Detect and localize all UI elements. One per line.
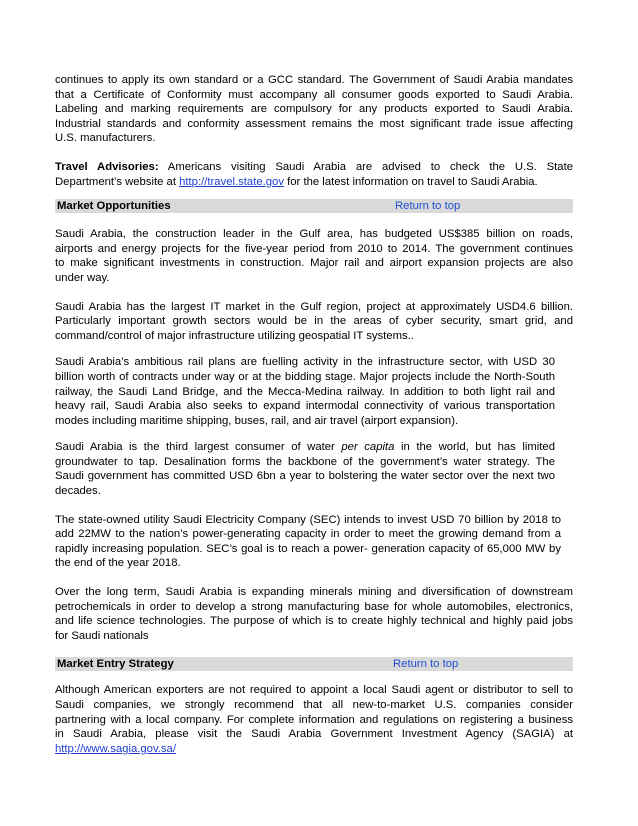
text-line: billion worth of contracts under way or at the bidding stage. Major projects include the North-South [55,370,555,383]
paragraph-it-market [55,300,573,344]
text-line [55,742,573,757]
text-line: rapidly increasing population. SEC’s goal is to reach a power- generation capacity of 65,000 MW by [55,542,561,555]
sagia-link[interactable]: http://www.sagia.gov.sa/ [55,742,176,755]
travel-state-gov-link[interactable]: http://travel.state.gov [179,175,284,188]
text-line: for Saudi nationals [55,629,149,642]
section-title: Market Opportunities [57,200,171,213]
text-line: modes including maritime shipping, buses, rail, and air travel (airport expansion). [55,414,459,427]
paragraph-minerals [55,585,573,643]
text-line: continues to apply its own standard or a GCC standard. The Government of Saudi Arabia mandates [55,74,573,86]
text-line: The state-owned utility Saudi Electricity Company (SEC) intends to invest USD 70 billion by 2018 to [55,513,561,526]
text-line: under way. [55,271,110,284]
travel-text: for the latest information on travel to Saudi Arabia. [284,175,538,188]
text-line: heavy rail, Saudi Arabia also seeks to expand intermodal connectivity of various transportation [55,400,555,413]
travel-label: Travel Advisories: [55,160,159,173]
text-line: command/control of major infrastructure utilizing geospatial IT systems.. [55,329,414,342]
market-opportunities-header [55,199,573,213]
text-line: Although American exporters are not required to appoint a local Saudi agent or distributor to sell to [55,684,573,697]
intro-paragraph [55,73,573,146]
paragraph-electricity [55,513,561,571]
text-line: to make significant investments in construction. Major rail and airport expansion projects are also [55,257,573,270]
text-line: Over the long term, Saudi Arabia is expanding minerals mining and diversification of downstream [55,586,573,599]
paragraph-water [55,440,555,498]
text-line: the end of the year 2018. [55,557,181,570]
text-line: that a Certificate of Conformity must accompany all consumer goods exported to Saudi Arabia. [55,88,573,101]
text-line: U.S. manufacturers. [55,132,156,145]
text-line: Particularly important growth sectors would be in the areas of cyber security, smart grid, and [55,315,573,328]
return-to-top-link[interactable]: Return to top [395,200,461,213]
text-span: Saudi Arabia is the third largest consumer of water [55,441,342,454]
section-title: Market Entry Strategy [57,658,174,671]
text-line: airports and energy projects for the five-year period from 2010 to 2014. The government continues [55,242,573,255]
text-line: groundwater to tap. Desalination forms the backbone of the government’s water strategy. The [55,455,555,468]
document-body [55,73,573,756]
travel-advisories-paragraph [55,160,573,189]
return-to-top-link[interactable]: Return to top [393,658,459,671]
text-line: add 22MW to the nation’s power-generating capacity in order to meet the growing demand from a [55,528,561,541]
text-line: Saudi companies, we strongly recommend that all new-to-market U.S. companies consider [55,699,573,711]
emphasis-text: per capita [341,441,395,454]
paragraph-market-entry [55,683,573,756]
text-line [55,175,573,190]
paragraph-rail [55,355,555,428]
text-line: partnering with a local company. For complete information and regulations on registering a business [55,713,573,726]
text-line: Saudi Arabia has the largest IT market in the Gulf region, project at approximately USD4.6 billion. [55,300,573,313]
text-line: in Saudi Arabia, please visit the Saudi Arabia Government Investment Agency (SAGIA) at [55,728,573,741]
text-line: petrochemicals in order to develop a strong manufacturing base for whole automobiles, electronics, [55,600,573,613]
market-entry-strategy-header [55,657,573,671]
text-line: and life science technologies. The purpose of which is to create highly technical and highly paid jobs [55,615,573,628]
paragraph-construction [55,227,573,285]
text-line: Industrial standards and conformity assessment remains the most significant trade issue affecting [55,117,573,130]
text-span: in the world, but has limited [394,441,555,454]
text-line: Saudi Arabia, the construction leader in the Gulf area, has budgeted US$385 billion on roads, [55,228,573,241]
text-line [55,160,573,175]
text-line: railway, the Saudi Land Bridge, and the Mecca-Medina railway. In addition to both light rail and [55,385,555,398]
text-line [55,440,555,455]
text-line: Labeling and marking requirements are compulsory for any products exported to Saudi Arabia. [55,103,573,116]
text-line: Saudi government has committed USD 6bn a year to bolstering the water sector over the next two [55,470,555,483]
travel-text: Department’s website at [55,175,180,188]
text-line: Saudi Arabia’s ambitious rail plans are fuelling activity in the infrastructure sector, with USD 30 [55,356,555,369]
text-line: decades. [55,485,101,498]
travel-text: Americans visiting Saudi Arabia are advised to check the U.S. State [167,160,574,173]
